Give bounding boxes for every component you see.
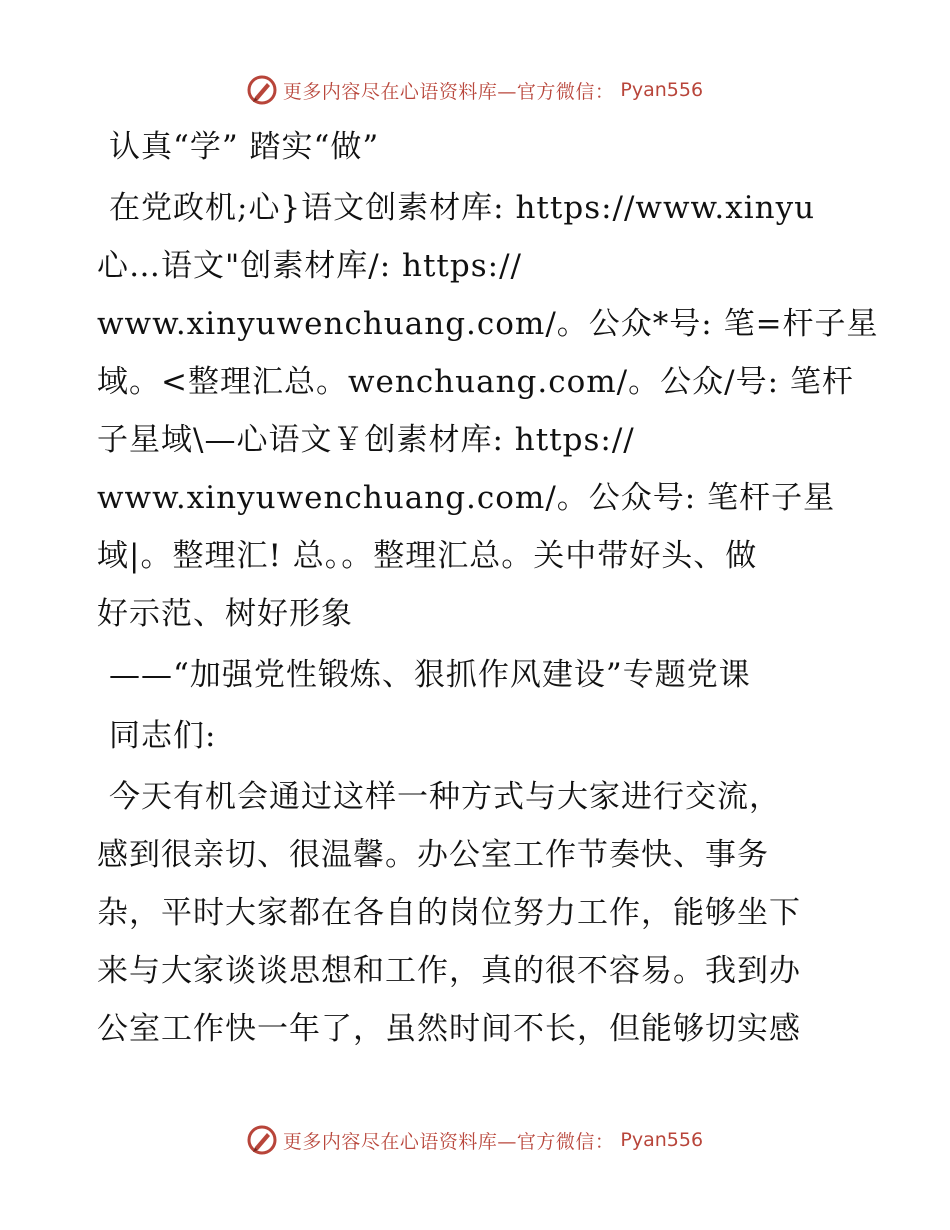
pen-logo-icon [247, 1125, 277, 1155]
header-banner [0, 70, 950, 110]
banner-promo-text: 更多内容尽在心语资料库—官方微信： [282, 1130, 615, 1153]
footer-banner [0, 1120, 950, 1160]
banner-wechat-id: Pyan556 [620, 1129, 704, 1151]
banner-wechat-id: Pyan556 [620, 79, 704, 101]
document-body [97, 118, 879, 1058]
document-title: 认真“学” 踏实“做” [109, 129, 380, 165]
source-line: 域。<整理汇总。wenchuang.com/。公众/号: 笔杆 [97, 364, 854, 400]
body-line: 来与大家谈谈思想和工作，真的很不容易。我到办 [97, 953, 801, 989]
pen-logo-icon [247, 75, 277, 105]
source-line: 心…语文"创素材库/: https:// [97, 248, 522, 284]
document-subtitle: ——“加强党性锻炼、狠抓作风建设”专题党课 [109, 657, 751, 693]
banner-promo-text: 更多内容尽在心语资料库—官方微信： [282, 80, 615, 103]
source-line: 子星域\—心语文￥创素材库: https:// [97, 422, 635, 458]
salutation: 同志们: [109, 718, 217, 754]
body-line: 杂，平时大家都在各自的岗位努力工作，能够坐下 [97, 895, 801, 931]
source-line: www.xinyuwenchuang.com/。公众*号: 笔=杆子星 [97, 306, 879, 342]
source-line: www.xinyuwenchuang.com/。公众号: 笔杆子星 [97, 480, 836, 516]
source-line: 在党政机;心}语文创素材库: https://www.xinyu [109, 190, 816, 226]
source-line: 域|。整理汇! 总。。整理汇总。关中带好头、做 [97, 538, 758, 574]
body-line: 今天有机会通过这样一种方式与大家进行交流， [109, 779, 781, 815]
body-line: 公室工作快一年了，虽然时间不长，但能够切实感 [97, 1011, 801, 1047]
body-line: 感到很亲切、很温馨。办公室工作节奏快、事务 [97, 837, 769, 873]
source-line: 好示范、树好形象 [97, 596, 353, 632]
